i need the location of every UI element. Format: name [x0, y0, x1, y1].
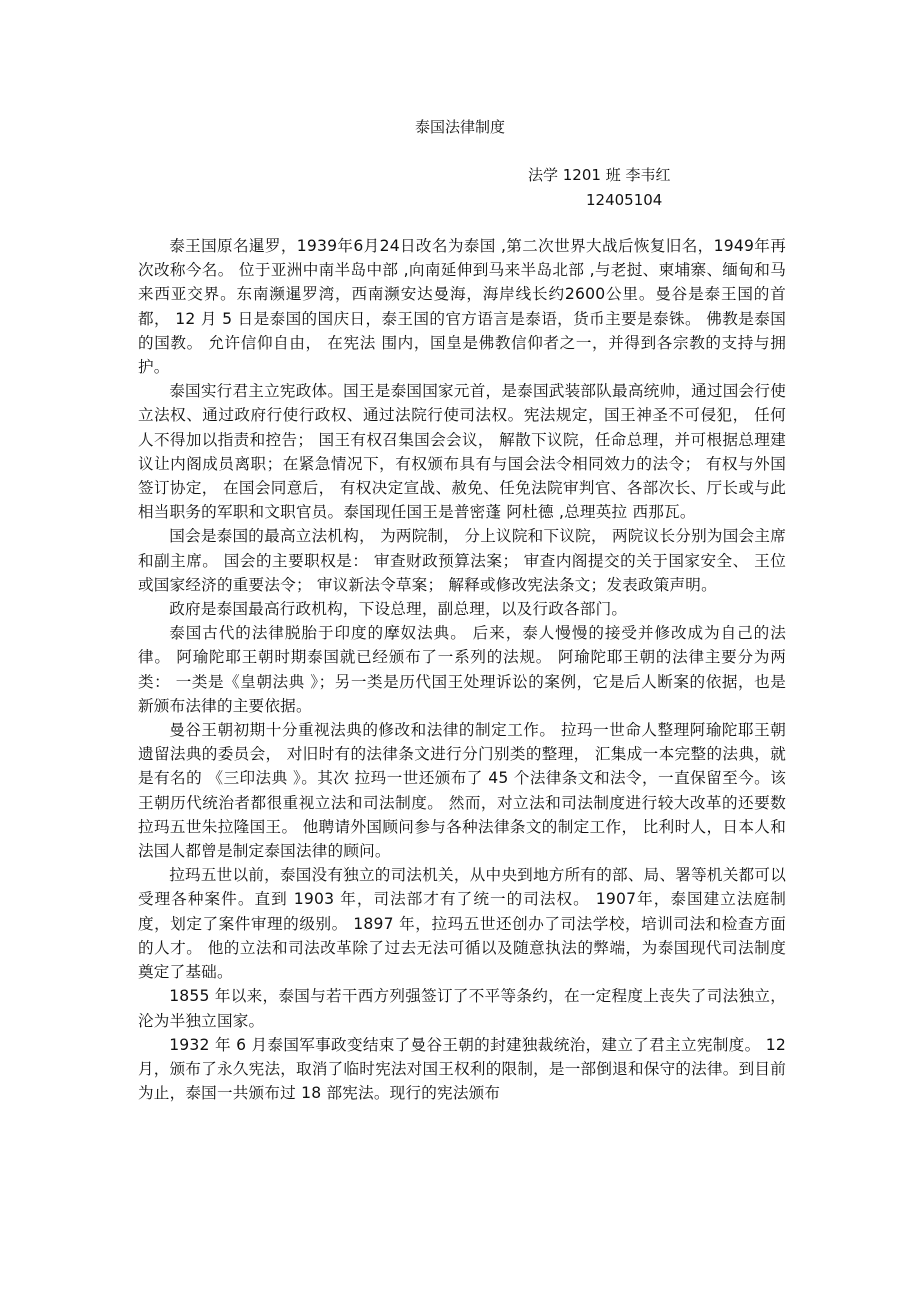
author-student-id: 12405104 [586, 191, 663, 209]
paragraph-ancient-law: 泰国古代的法律脱胎于印度的摩奴法典。 后来，泰人慢慢的接受并修改成为自己的法律。 阿瑜陀耶王朝时期泰国就已经颁布了一系列的法规。 阿瑜陀耶王朝的法律主要分为两类： 一类是《皇朝法典 》；另一类是历代国王处理诉讼的案例，它是后人断案的依据，也是新颁布法律的主要依据。 [138, 624, 786, 715]
paragraph-unequal-treaties: 1855 年以来，泰国与若干西方列强签订了不平等条约，在一定程度上丧失了司法独立，沦为半独立国家。 [138, 987, 786, 1030]
paragraph-bangkok-dynasty: 曼谷王朝初期十分重视法典的修改和法律的制定工作。 拉玛一世命人整理阿瑜陀耶王朝遗留法典的委员会， 对旧时有的法律条文进行分门别类的整理， 汇集成一本完整的法典，就是有名的 《三印法典 》。其次 拉玛一世还颁布了 45 个法律条文和法令，一直保留至今。该王朝历代统治者都很重视立法和司法制度。 然而，对立法和司法制度进行较大改革的还要数拉玛五世朱拉隆国王。 他聘请外国顾问参与各种法律条文的制定工作， 比利时人，日本人和法国人都曾是制定泰国法律的顾问。 [138, 721, 786, 861]
paragraph-parliament: 国会是泰国的最高立法机构， 为两院制， 分上议院和下议院， 两院议长分别为国会主席和副主席。 国会的主要职权是： 审查财政预算法案； 审查内阁提交的关于国家安全、 王位或国家经济的重要法令； 审议新法令草案； 解释或修改宪法条文；发表政策声明。 [138, 527, 786, 594]
paragraph-government: 政府是泰国最高行政机构，下设总理，副总理，以及行政各部门。 [169, 600, 628, 619]
paragraph-constitution: 1932 年 6 月泰国军事政变结束了曼谷王朝的封建独裁统治，建立了君主立宪制度。 12 月，颁布了永久宪法，取消了临时宪法对国王权利的限制，是一部倒退和保守的法律。到目前为止，泰国一共颁布过 18 部宪法。现行的宪法颁布 [138, 1035, 786, 1103]
paragraph-country-overview: 泰王国原名暹罗，1939年6月24日改名为泰国 ,第二次世界大战后恢复旧名，1949年再次改称今名。 位于亚洲中南半岛中部 ,向南延伸到马来半岛北部 ,与老挝、柬埔寨、缅甸和马来西亚交界。东南濒暹罗湾，西南濒安达曼海，海岸线长约2600公里。曼谷是泰王国的首都， 12 月 5 日是泰国的国庆日，泰王国的官方语言是泰语，货币主要是泰铢。 佛教是泰国的国教。 允许信仰自由， 在宪法 围内，国皇是佛教信仰者之一，并得到各宗教的支持与拥护。 [138, 237, 786, 377]
author-class-name: 法学 1201 班 李韦红 [528, 166, 671, 184]
paragraph-judicial-reform: 拉玛五世以前，泰国没有独立的司法机关，从中央到地方所有的部、局、署等机关都可以受理各种案件。直到 1903 年，司法部才有了统一的司法权。 1907年，泰国建立法庭制度，划定了案件审理的级别。 1897 年，拉玛五世还创办了司法学校，培训司法和检查方面的人才。 他的立法和司法改革除了过去无法可循以及随意执法的弊端，为泰国现代司法制度奠定了基础。 [138, 866, 786, 982]
document-title: 泰国法律制度 [414, 118, 505, 136]
document-body [138, 234, 786, 1105]
paragraph-monarchy: 泰国实行君主立宪政体。国王是泰国国家元首，是泰国武装部队最高统帅，通过国会行使立法权、通过政府行使行政权、通过法院行使司法权。宪法规定，国王神圣不可侵犯， 任何人不得加以指责和控告； 国王有权召集国会会议， 解散下议院，任命总理，并可根据总理建议让内阁成员离职；在紧急情况下，有权颁布具有与国会法令相同效力的法令； 有权与外国签订协定， 在国会同意后， 有权决定宣战、赦免、任免法院审判官、各部次长、厅长或与此相当职务的军职和文职官员。泰国现任国王是普密蓬 阿杜德 ,总理英拉 西那瓦。 [138, 382, 786, 522]
